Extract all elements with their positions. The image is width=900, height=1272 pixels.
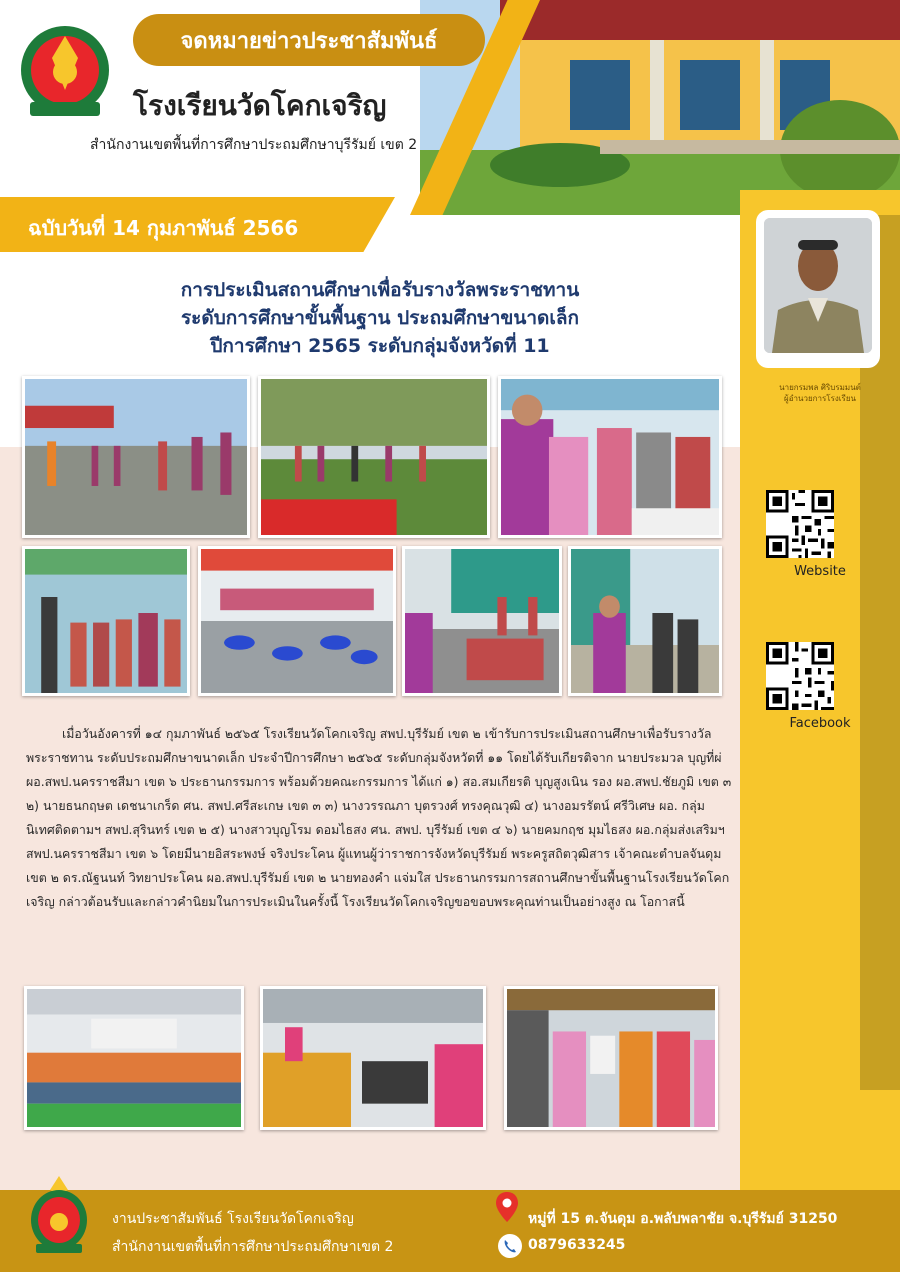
event-photo [498, 376, 722, 538]
event-photo [568, 546, 722, 696]
newsletter-badge: จดหมายข่าวประชาสัมพันธ์ [133, 14, 485, 66]
group-photo [24, 986, 244, 1130]
school-logo [18, 18, 112, 118]
school-name: โรงเรียนวัดโคกเจริญ [133, 89, 387, 122]
issue-date: ฉบับวันที่ 14 กุมภาพันธ์ 2566 [28, 216, 299, 240]
group-photo [504, 986, 718, 1130]
portrait-caption-name: นายกรมพล ศิริบรมมนต์ [779, 383, 861, 392]
portrait-caption-role: ผู้อำนวยการโรงเรียน [784, 394, 856, 403]
footer-office: สำนักงานเขตพื้นที่การศึกษาประถมศึกษาเขต 2 [112, 1239, 394, 1255]
event-photo [258, 376, 490, 538]
event-photo [198, 546, 396, 696]
footer-school-logo [28, 1174, 90, 1256]
phone-icon [498, 1234, 522, 1258]
footer-address: หมู่ที่ 15 ต.จันดุม อ.พลับพลาชัย จ.บุรีรัมย์ 31250 [528, 1211, 838, 1227]
qr-code-website[interactable] [766, 490, 834, 558]
title-line-3: ปีการศึกษา 2565 ระดับกลุ่มจังหวัดที่ 11 [210, 335, 550, 357]
qr-code-facebook[interactable] [766, 642, 834, 710]
article-body: เมื่อวันอังคารที่ ๑๔ กุมภาพันธ์ ๒๕๖๕ โรงเรียนวัดโคกเจริญ สพป.บุรีรัมย์ เขต ๒ เข้ารับการประเมินสถานศึกษาเพื่อรับรางวัลพระราชทาน ระดับประถมศึกษาขนาดเล็ก ประจำปีการศึกษา ๒๕๖๕ ระดับกลุ่มจังหวัดที่ ๑๑ โดยได้รับเกียรติจาก นายประมวล บุญที่ผ่ ผอ.สพป.นครราชสีมา เขต ๖ ประธานกรรมการ พร้อมด้วยคณะกรรมการ ได้แก่ ๑) สอ.สมเกียรติ บุญสูงเนิน รอง ผอ.สพป.ชัยภูมิ เขต ๓ ๒) นายธนกฤษต เดชนาเกร็ด ศน. สพป.ศรีสะเกษ เขต ๓ ๓) นางวรรณภา บุตรวงศ์ ทรงคุณวุฒิ ๔) นางอมรรัตน์ ศรีวิเศษ ผอ. กลุ่มนิเทศติดตามฯ สพป.สุรินทร์ เขต ๒ ๕) นางสาวบุญโรม ดอมไธสง ศน. สพป. บุรีรัมย์ เขต ๔ ๖) นายคมกฤช มุมไธสง ผอ.กลุ่มส่งเสริมฯ สพป.นครราชสีมา เขต ๖ โดยมีนายอิสระพงษ์ จริงประโคน ผู้แทนผู้ว่าราชการจังหวัดบุรีรัมย์ พระครูสถิตวุฒิสาร เจ้าคณะตำบลจันดุม เขต ๒ ดร.ณัฐนนท์ วิทยาประโคน ผอ.สพป.บุรีรัมย์ เขต ๒ นายทองคำ แจ่มใส ประธานกรรมการสถานศึกษาขั้นพื้นฐานโรงเรียนวัดโคกเจริญ กล่าวต้อนรับและกล่าวคำนิยมในการประเมินในครั้งนี้ โรงเรียนวัดโคกเจริญขอขอบพระคุณท่านเป็นอย่างสูง ณ โอกาสนี้ [26, 726, 732, 909]
portrait-caption [740, 382, 900, 404]
school-building-photo [420, 0, 900, 215]
office-name: สำนักงานเขตพื้นที่การศึกษาประถมศึกษาบุรีรัมย์ เขต 2 [90, 137, 418, 153]
director-portrait [764, 218, 872, 353]
event-photo [402, 546, 562, 696]
event-photo [22, 546, 190, 696]
footer-band [0, 1190, 900, 1272]
qr-facebook-label: Facebook [789, 716, 851, 731]
article-title [40, 276, 720, 360]
footer-phone[interactable]: 0879633245 [528, 1237, 626, 1253]
title-line-2: ระดับการศึกษาขั้นพื้นฐาน ประถมศึกษาขนาดเล็ก [180, 307, 580, 329]
footer-department: งานประชาสัมพันธ์ โรงเรียนวัดโคกเจริญ [112, 1211, 354, 1227]
group-photo [260, 986, 486, 1130]
location-pin-icon [496, 1192, 518, 1222]
title-line-1: การประเมินสถานศึกษาเพื่อรับรางวัลพระราชทาน [180, 279, 580, 301]
event-photo [22, 376, 250, 538]
qr-website-label: Website [794, 564, 846, 579]
